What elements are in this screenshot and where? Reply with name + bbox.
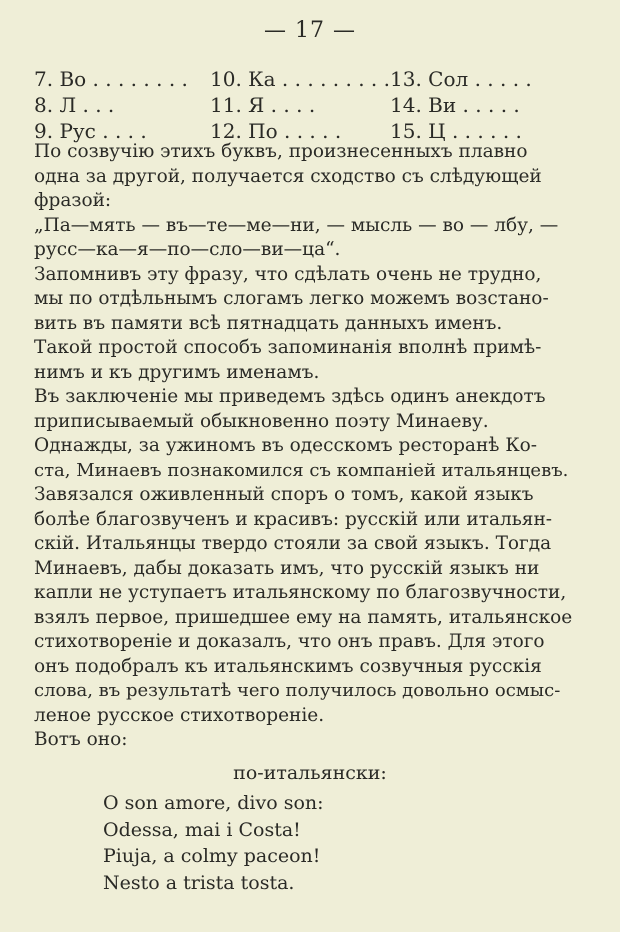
text-line: „Па—мять — въ—те—ме—ни, — мысль — во — лбу, —: [34, 214, 559, 236]
text-line: нимъ и къ другимъ именамъ.: [34, 361, 320, 383]
syllable-grid: [34, 66, 594, 144]
text-line: Вотъ оно:: [34, 729, 128, 750]
text-line: русс—ка—я—по—сло—ви—ца“.: [34, 239, 341, 260]
grid-row: [34, 92, 594, 118]
text-line: скій. Итальянцы твердо стояли за свой языкъ. Тогда: [34, 533, 552, 554]
grid-cell: 8. Л . . .: [34, 93, 115, 117]
text-line: леное русское стихотвореніе.: [34, 704, 325, 726]
grid-row: [34, 66, 594, 92]
text-line: Въ заключеніе мы приведемъ здѣсь одинъ анекдотъ: [34, 386, 546, 407]
poem-heading: по-итальянски:: [233, 762, 387, 784]
text-line: По созвучію этихъ буквъ, произнесенныхъ плавно: [34, 141, 528, 162]
grid-cell: 15. Ц . . . . . .: [390, 119, 522, 143]
text-line: фразой:: [34, 190, 112, 211]
text-line: ста, Минаевъ познакомился съ компаніей итальянцевъ.: [34, 459, 569, 481]
grid-cell: 9. Рус . . . .: [34, 119, 147, 143]
text-line: онъ подобралъ къ итальянскимъ созвучныя русскія: [34, 655, 542, 677]
grid-cell: 13. Сол . . . . .: [390, 67, 532, 91]
text-line: слова, въ результатѣ чего получилось довольно осмыс-: [34, 680, 561, 701]
text-line: Завязался оживленный споръ о томъ, какой языкъ: [34, 484, 534, 505]
body-text: [34, 140, 574, 753]
text-line: Однажды, за ужиномъ въ одесскомъ ресторанѣ Ко-: [34, 435, 538, 456]
poem: [103, 790, 324, 896]
text-line: Минаевъ, дабы доказать имъ, что русскій языкъ ни: [34, 557, 540, 579]
text-line: приписываемый обыкновенно поэту Минаеву.: [34, 410, 489, 432]
page-number: — 17 —: [264, 18, 356, 43]
poem-line: Nesto a trista tosta.: [103, 871, 295, 894]
grid-cell: 12. По . . . . .: [210, 119, 342, 143]
text-line: одна за другой, получается сходство съ слѣдующей: [34, 165, 542, 187]
grid-cell: 10. Ка . . . . . . . . .: [210, 67, 390, 91]
grid-cell: 7. Во . . . . . . . .: [34, 67, 188, 91]
text-line: взялъ первое, пришедшее ему на память, итальянское: [34, 606, 573, 628]
text-line: мы по отдѣльнымъ слогамъ легко можемъ возстано-: [34, 288, 549, 309]
poem-line: Odessa, mai i Costa!: [103, 818, 301, 841]
text-line: болѣе благозвученъ и красивъ: русскій или итальян-: [34, 508, 553, 530]
grid-cell: 11. Я . . . .: [210, 93, 316, 117]
poem-line: Piuja, a colmy paceon!: [103, 845, 321, 867]
text-line: вить въ памяти всѣ пятнадцать данныхъ именъ.: [34, 312, 503, 334]
text-line: стихотвореніе и доказалъ, что онъ правъ. Для этого: [34, 631, 545, 652]
grid-cell: 14. Ви . . . . .: [390, 93, 520, 117]
text-line: Такой простой способъ запоминанія вполнѣ примѣ-: [34, 337, 542, 358]
poem-line: O son amore, divo son:: [103, 792, 324, 814]
text-line: Запомнивъ эту фразу, что сдѣлать очень не трудно,: [34, 263, 542, 285]
text-line: капли не уступаетъ итальянскому по благозвучности,: [34, 582, 567, 603]
